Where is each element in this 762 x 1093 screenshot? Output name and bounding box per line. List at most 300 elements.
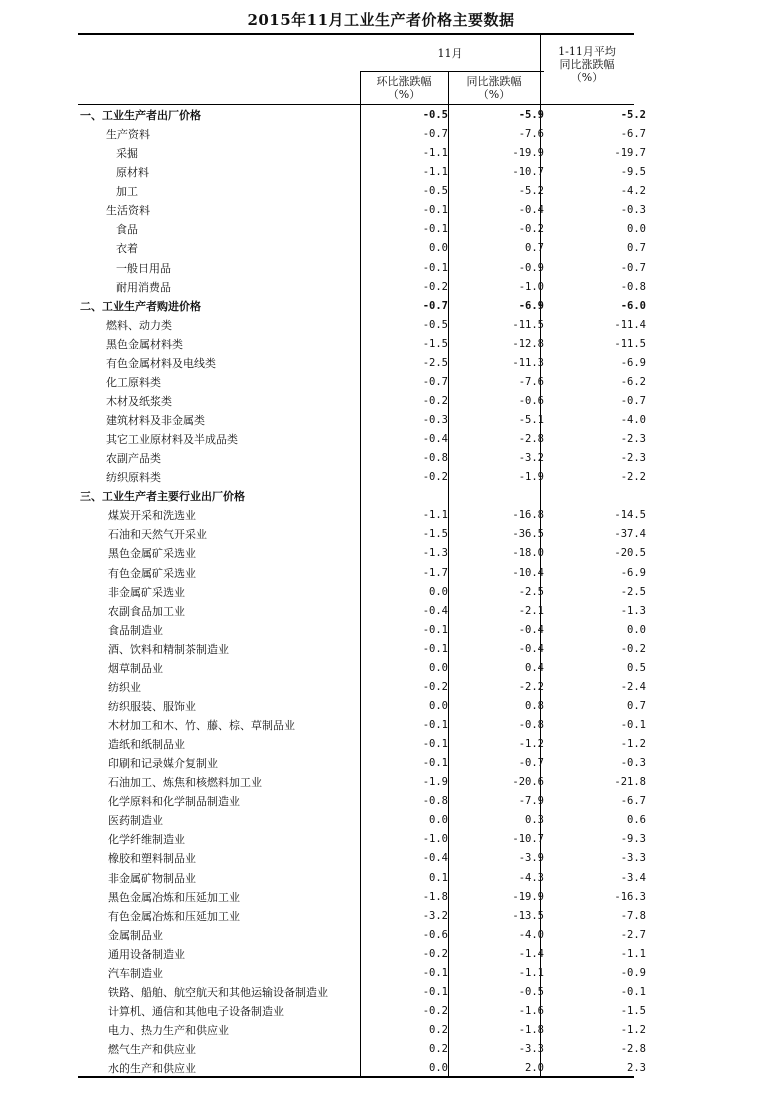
yoy-value: -1.2 — [518, 738, 544, 751]
avg-value: -2.5 — [620, 585, 646, 598]
avg-value: -0.3 — [620, 757, 646, 770]
row-label: 木材加工和木、竹、藤、棕、草制品业 — [108, 719, 295, 733]
header-avg-line3: （%） — [570, 71, 604, 84]
header-mom — [360, 75, 448, 101]
page-title: 2015年11月工业生产者价格主要数据 — [247, 11, 515, 29]
row-label: 生活资料 — [106, 204, 150, 218]
table-row — [78, 106, 650, 125]
avg-value: -6.0 — [620, 299, 646, 312]
row-label: 原材料 — [116, 166, 149, 180]
table-row — [78, 316, 650, 335]
mom-value: -0.1 — [422, 223, 448, 236]
mom-value: -0.1 — [422, 261, 448, 274]
table-row — [78, 182, 650, 201]
row-label: 一、工业生产者出厂价格 — [80, 109, 201, 123]
mom-value: -1.8 — [422, 890, 448, 903]
table-row — [78, 602, 650, 621]
mom-value: -0.8 — [422, 452, 448, 465]
yoy-value: -11.5 — [512, 318, 544, 331]
yoy-value: -7.6 — [518, 375, 544, 388]
row-label-cell — [78, 792, 362, 811]
row-label-cell — [78, 525, 362, 544]
row-label: 化学原料和化学制品制造业 — [108, 795, 240, 809]
row-label-cell — [78, 1021, 362, 1040]
row-label: 木材及纸浆类 — [106, 394, 172, 408]
avg-value: -9.3 — [620, 833, 646, 846]
yoy-value: -10.7 — [512, 833, 544, 846]
mom-value — [362, 487, 458, 506]
table-row — [78, 373, 650, 392]
avg-value: 0.0 — [627, 623, 646, 636]
row-label: 造纸和纸制品业 — [108, 738, 185, 752]
mom-value: -0.7 — [422, 375, 448, 388]
avg-value: -2.3 — [620, 433, 646, 446]
header-mom-line2: （%） — [387, 88, 421, 101]
table-row — [78, 926, 650, 945]
yoy-value: -3.9 — [518, 852, 544, 865]
avg-value: 0.6 — [627, 814, 646, 827]
table-row — [78, 1002, 650, 1021]
row-label: 黑色金属冶炼和压延加工业 — [108, 890, 240, 904]
table-row — [78, 583, 650, 602]
row-label: 医药制造业 — [108, 814, 163, 828]
row-label: 通用设备制造业 — [108, 947, 185, 961]
mom-value: -0.1 — [422, 719, 448, 732]
row-label-cell — [78, 430, 362, 449]
row-label: 黑色金属矿采选业 — [108, 547, 196, 561]
table-row — [78, 945, 650, 964]
row-label-cell — [78, 182, 362, 201]
row-label-cell — [78, 735, 362, 754]
row-label: 橡胶和塑料制品业 — [108, 852, 196, 866]
yoy-value: -0.7 — [518, 757, 544, 770]
header-group-november: 11月 — [437, 47, 463, 60]
row-label: 金属制品业 — [108, 928, 163, 942]
avg-value: -1.1 — [620, 947, 646, 960]
row-label: 计算机、通信和其他电子设备制造业 — [108, 1004, 284, 1018]
row-label-cell — [78, 697, 362, 716]
yoy-value: -0.8 — [518, 719, 544, 732]
row-label: 烟草制品业 — [108, 661, 163, 675]
row-label-cell — [78, 144, 362, 163]
table-row — [78, 220, 650, 239]
row-label-cell — [78, 544, 362, 563]
table-row — [78, 411, 650, 430]
table-row — [78, 869, 650, 888]
mom-value: -0.4 — [422, 433, 448, 446]
row-label-cell — [78, 602, 362, 621]
avg-value: -0.1 — [620, 719, 646, 732]
row-label: 二、工业生产者购进价格 — [80, 299, 201, 313]
yoy-value: 2.0 — [525, 1062, 544, 1075]
row-label-cell — [78, 125, 362, 144]
avg-value: -37.4 — [614, 528, 646, 541]
row-label: 三、工业生产者主要行业出厂价格 — [80, 490, 245, 504]
table-row — [78, 888, 650, 907]
avg-value: 0.5 — [627, 661, 646, 674]
mom-value: -0.6 — [422, 928, 448, 941]
header-avg — [540, 45, 634, 84]
mom-value: 0.0 — [429, 585, 448, 598]
yoy-value: -0.4 — [518, 204, 544, 217]
mom-value: -0.1 — [422, 985, 448, 998]
yoy-value: 0.7 — [525, 242, 544, 255]
table-row — [78, 239, 650, 258]
mom-value: -0.2 — [422, 280, 448, 293]
row-label-cell — [78, 983, 362, 1002]
row-label-cell — [78, 964, 362, 983]
yoy-value: 0.4 — [525, 661, 544, 674]
avg-value: 0.7 — [627, 242, 646, 255]
row-label-cell — [78, 907, 362, 926]
avg-value: -1.3 — [620, 604, 646, 617]
mom-value: -1.0 — [422, 833, 448, 846]
mom-value: -2.5 — [422, 356, 448, 369]
yoy-value: -4.3 — [518, 871, 544, 884]
header-avg-line2: 同比涨跌幅 — [559, 58, 615, 71]
table-row — [78, 983, 650, 1002]
table-body — [78, 106, 650, 1078]
mom-value: 0.0 — [429, 699, 448, 712]
row-label: 化工原料类 — [106, 375, 161, 389]
table-row — [78, 754, 650, 773]
avg-value: -2.7 — [620, 928, 646, 941]
row-label-cell — [78, 220, 362, 239]
avg-value: -1.2 — [620, 1024, 646, 1037]
header-bottom-rule — [78, 104, 634, 105]
avg-value: -0.7 — [620, 394, 646, 407]
row-label: 一般日用品 — [116, 261, 171, 275]
row-label: 纺织原料类 — [106, 471, 161, 485]
avg-value: -6.2 — [620, 375, 646, 388]
yoy-value: -10.7 — [512, 166, 544, 179]
mom-value: -0.5 — [422, 109, 448, 122]
table-row — [78, 449, 650, 468]
table-row — [78, 125, 650, 144]
row-label-cell — [78, 259, 362, 278]
yoy-value: -1.4 — [518, 947, 544, 960]
row-label: 农副产品类 — [106, 452, 161, 466]
mom-value: -1.5 — [422, 528, 448, 541]
row-label-cell — [78, 640, 362, 659]
row-label: 酒、饮料和精制茶制造业 — [108, 642, 229, 656]
yoy-value: -18.0 — [512, 547, 544, 560]
table-row — [78, 201, 650, 220]
row-label-cell — [78, 506, 362, 525]
yoy-value: -0.5 — [518, 985, 544, 998]
yoy-value: -3.3 — [518, 1043, 544, 1056]
header-avg-line1: 1-11月平均 — [558, 45, 616, 58]
row-label-cell — [78, 716, 362, 735]
table-row — [78, 468, 650, 487]
row-label: 黑色金属材料类 — [106, 337, 183, 351]
row-label: 加工 — [116, 185, 138, 199]
row-label: 生产资料 — [106, 128, 150, 142]
row-label-cell — [78, 1002, 362, 1021]
row-label: 食品制造业 — [108, 623, 163, 637]
row-label: 燃料、动力类 — [106, 318, 172, 332]
header-yoy-line1: 同比涨跌幅 — [466, 75, 522, 88]
avg-value: -2.8 — [620, 1043, 646, 1056]
row-label: 农副食品加工业 — [108, 604, 185, 618]
row-label: 铁路、船舶、航空航天和其他运输设备制造业 — [108, 985, 328, 999]
yoy-value: -13.5 — [512, 909, 544, 922]
table-row — [78, 907, 650, 926]
avg-value: -11.4 — [614, 318, 646, 331]
table-row — [78, 335, 650, 354]
table-row — [78, 525, 650, 544]
row-label: 纺织业 — [108, 680, 141, 694]
avg-value: -4.2 — [620, 185, 646, 198]
yoy-value: -5.1 — [518, 414, 544, 427]
table-row — [78, 1059, 650, 1078]
mom-value: -0.1 — [422, 966, 448, 979]
table-row — [78, 392, 650, 411]
avg-value — [554, 487, 650, 506]
mom-value: -0.2 — [422, 947, 448, 960]
mom-value: -1.3 — [422, 547, 448, 560]
mom-value: 0.0 — [429, 814, 448, 827]
avg-value: -2.2 — [620, 471, 646, 484]
table-row — [78, 487, 650, 506]
table-row — [78, 659, 650, 678]
row-label: 建筑材料及非金属类 — [106, 414, 205, 428]
yoy-value: -7.6 — [518, 128, 544, 141]
table-row — [78, 297, 650, 316]
row-label: 其它工业原材料及半成品类 — [106, 433, 238, 447]
top-rule — [78, 33, 634, 35]
mom-value: -0.2 — [422, 680, 448, 693]
mom-value: 0.2 — [429, 1024, 448, 1037]
avg-value: -19.7 — [614, 147, 646, 160]
mom-value: -1.5 — [422, 337, 448, 350]
row-label-cell — [78, 945, 362, 964]
row-label-cell — [78, 678, 362, 697]
avg-value: -11.5 — [614, 337, 646, 350]
row-label-cell — [78, 411, 362, 430]
avg-value: -3.3 — [620, 852, 646, 865]
avg-value: -6.7 — [620, 795, 646, 808]
table-row — [78, 1040, 650, 1059]
table-row — [78, 163, 650, 182]
yoy-value: -1.8 — [518, 1024, 544, 1037]
mom-value: -1.1 — [422, 509, 448, 522]
table-row — [78, 621, 650, 640]
yoy-value: -19.9 — [512, 147, 544, 160]
avg-value: -2.3 — [620, 452, 646, 465]
table-row — [78, 792, 650, 811]
table-row — [78, 811, 650, 830]
yoy-value: -1.6 — [518, 1004, 544, 1017]
yoy-value — [458, 487, 554, 506]
mom-value: -0.4 — [422, 604, 448, 617]
row-label-cell — [78, 163, 362, 182]
table-row — [78, 1021, 650, 1040]
row-label-cell — [78, 849, 362, 868]
row-label: 食品 — [116, 223, 138, 237]
yoy-value: -7.9 — [518, 795, 544, 808]
yoy-value: -2.8 — [518, 433, 544, 446]
yoy-value: -3.2 — [518, 452, 544, 465]
table-row — [78, 506, 650, 525]
row-label-cell — [78, 354, 362, 373]
mom-value: 0.0 — [429, 242, 448, 255]
yoy-value: -0.4 — [518, 623, 544, 636]
avg-value: -1.2 — [620, 738, 646, 751]
row-label: 有色金属冶炼和压延加工业 — [108, 909, 240, 923]
avg-value: -0.2 — [620, 642, 646, 655]
row-label: 石油和天然气开采业 — [108, 528, 207, 542]
mom-value: -1.7 — [422, 566, 448, 579]
avg-value: -20.5 — [614, 547, 646, 560]
row-label-cell — [78, 811, 362, 830]
table-row — [78, 640, 650, 659]
header-yoy-line2: （%） — [477, 88, 511, 101]
avg-value: -0.3 — [620, 204, 646, 217]
yoy-value: -1.9 — [518, 471, 544, 484]
row-label-cell — [78, 239, 362, 258]
yoy-value: 0.8 — [525, 699, 544, 712]
row-label-cell — [78, 392, 362, 411]
avg-value: 2.3 — [627, 1062, 646, 1075]
mom-value: -0.1 — [422, 757, 448, 770]
yoy-value: -20.6 — [512, 776, 544, 789]
row-label-cell — [78, 373, 362, 392]
yoy-value: -36.5 — [512, 528, 544, 541]
row-label-cell — [78, 830, 362, 849]
table-row — [78, 354, 650, 373]
mom-value: -0.1 — [422, 738, 448, 751]
row-label: 有色金属矿采选业 — [108, 566, 196, 580]
row-label-cell — [78, 773, 362, 792]
row-label-cell — [78, 1059, 362, 1078]
row-label: 水的生产和供应业 — [108, 1062, 196, 1076]
table-row — [78, 773, 650, 792]
mom-value: -3.2 — [422, 909, 448, 922]
row-label-cell — [78, 564, 362, 583]
mom-value: -0.5 — [422, 185, 448, 198]
avg-value: -6.9 — [620, 356, 646, 369]
avg-value: -21.8 — [614, 776, 646, 789]
table-row — [78, 564, 650, 583]
row-label-cell — [78, 297, 362, 316]
table-row — [78, 830, 650, 849]
table-row — [78, 430, 650, 449]
row-label-cell — [78, 583, 362, 602]
table-row — [78, 735, 650, 754]
table-row — [78, 849, 650, 868]
row-label: 燃气生产和供应业 — [108, 1043, 196, 1057]
yoy-value: -0.6 — [518, 394, 544, 407]
avg-value: -14.5 — [614, 509, 646, 522]
row-label: 石油加工、炼焦和核燃料加工业 — [108, 776, 262, 790]
table-row — [78, 544, 650, 563]
row-label: 采掘 — [116, 147, 138, 161]
row-label-cell — [78, 335, 362, 354]
avg-value: -4.0 — [620, 414, 646, 427]
mom-value: 0.0 — [429, 1062, 448, 1075]
row-label: 纺织服装、服饰业 — [108, 699, 196, 713]
yoy-value: 0.3 — [525, 814, 544, 827]
yoy-value: -10.4 — [512, 566, 544, 579]
mom-value: -0.1 — [422, 623, 448, 636]
yoy-value: -1.1 — [518, 966, 544, 979]
yoy-value: -0.9 — [518, 261, 544, 274]
mom-value: -0.7 — [422, 299, 448, 312]
row-label: 非金属矿采选业 — [108, 585, 185, 599]
row-label-cell — [78, 468, 362, 487]
row-label: 衣着 — [116, 242, 138, 256]
row-label-cell — [78, 449, 362, 468]
yoy-value: -0.2 — [518, 223, 544, 236]
table-row — [78, 697, 650, 716]
table-row — [78, 716, 650, 735]
mom-value: -1.9 — [422, 776, 448, 789]
avg-value: -0.9 — [620, 966, 646, 979]
row-label: 电力、热力生产和供应业 — [108, 1024, 229, 1038]
avg-value: -6.7 — [620, 128, 646, 141]
yoy-value: -1.0 — [518, 280, 544, 293]
mom-value: -0.8 — [422, 795, 448, 808]
mom-value: 0.2 — [429, 1043, 448, 1056]
table-row — [78, 964, 650, 983]
row-label-cell — [78, 888, 362, 907]
yoy-value: -2.5 — [518, 585, 544, 598]
row-label-cell — [78, 754, 362, 773]
row-label: 汽车制造业 — [108, 966, 163, 980]
row-label-cell — [78, 278, 362, 297]
yoy-value: -11.3 — [512, 356, 544, 369]
yoy-value: -5.2 — [518, 185, 544, 198]
yoy-value: -16.8 — [512, 509, 544, 522]
mom-value: -1.1 — [422, 166, 448, 179]
mom-value: 0.1 — [429, 871, 448, 884]
yoy-value: -0.4 — [518, 642, 544, 655]
price-table — [78, 33, 646, 1079]
table-row — [78, 259, 650, 278]
yoy-value: -2.1 — [518, 604, 544, 617]
mom-value: -0.1 — [422, 204, 448, 217]
row-label: 耐用消费品 — [116, 280, 171, 294]
avg-value: -5.2 — [620, 109, 646, 122]
yoy-value: -19.9 — [512, 890, 544, 903]
avg-value: -9.5 — [620, 166, 646, 179]
yoy-value: -6.9 — [518, 299, 544, 312]
row-label-cell — [78, 201, 362, 220]
row-label-cell — [78, 106, 362, 125]
row-label: 煤炭开采和洗选业 — [108, 509, 196, 523]
avg-value: -6.9 — [620, 566, 646, 579]
mom-value: -1.1 — [422, 147, 448, 160]
avg-value: 0.0 — [627, 223, 646, 236]
mom-value: -0.7 — [422, 128, 448, 141]
row-label-cell — [78, 316, 362, 335]
row-label: 非金属矿物制品业 — [108, 871, 196, 885]
mom-value: -0.2 — [422, 471, 448, 484]
avg-value: -1.5 — [620, 1004, 646, 1017]
subheader-rule — [360, 71, 544, 72]
header-mom-line1: 环比涨跌幅 — [376, 75, 432, 88]
row-label-cell — [78, 659, 362, 678]
row-label: 有色金属材料及电线类 — [106, 356, 216, 370]
row-label-cell — [78, 926, 362, 945]
table-row — [78, 144, 650, 163]
avg-value: -0.8 — [620, 280, 646, 293]
row-label-cell — [78, 621, 362, 640]
avg-value: -3.4 — [620, 871, 646, 884]
yoy-value: -12.8 — [512, 337, 544, 350]
avg-value: 0.7 — [627, 699, 646, 712]
